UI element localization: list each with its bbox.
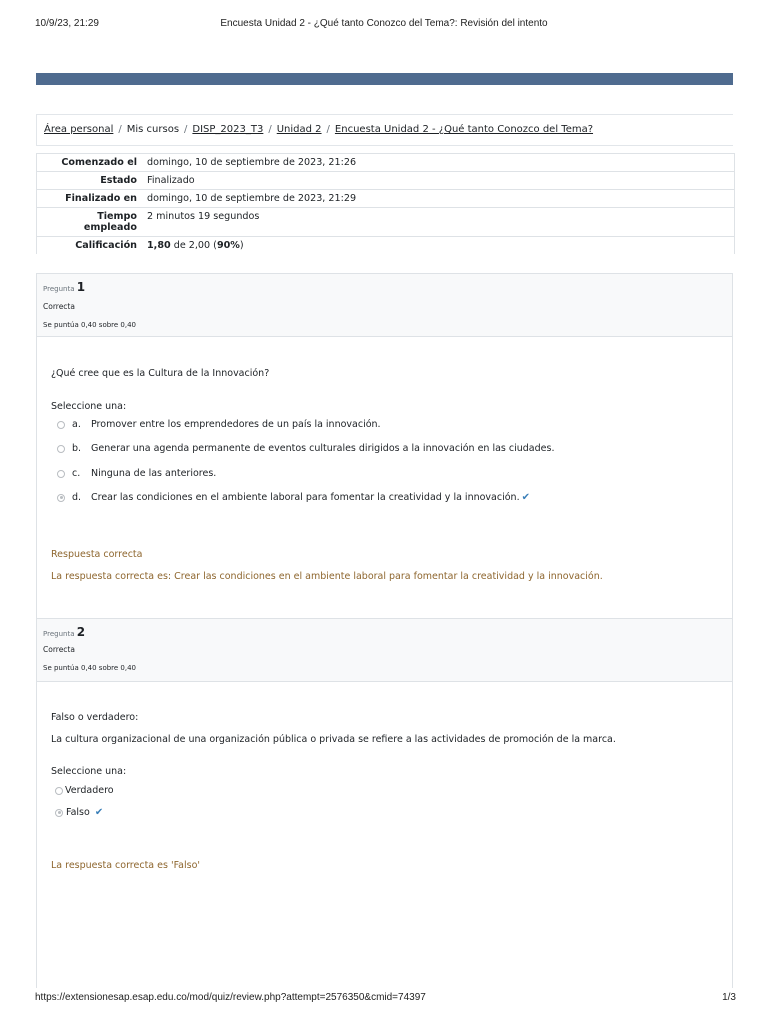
print-url: https://extensionesap.esap.edu.co/mod/quiz/review.php?attempt=2576350&cmid=74397 (35, 992, 426, 1003)
question-number (43, 280, 85, 294)
summary-label: Calificación (75, 240, 137, 251)
checkmark-icon: ✔ (521, 492, 530, 503)
breadcrumb-area-personal[interactable]: Área personal (44, 124, 114, 135)
answer-option-d[interactable] (57, 492, 530, 503)
option-letter: c. (72, 468, 81, 479)
summary-label: Tiempo empleado (83, 211, 137, 233)
breadcrumb-separator: / (326, 124, 330, 135)
feedback-correct-answer: La respuesta correcta es 'Falso' (51, 860, 200, 871)
answer-option-verdadero[interactable] (55, 785, 114, 796)
option-letter: b. (72, 443, 82, 454)
question-state: Correcta (43, 645, 75, 654)
print-page-number: 1/3 (722, 992, 736, 1003)
breadcrumb-separator: / (118, 124, 122, 135)
top-navbar (36, 73, 733, 85)
checkmark-icon: ✔ (94, 807, 104, 818)
question-label: Pregunta (43, 630, 75, 638)
summary-value: domingo, 10 de septiembre de 2023, 21:26 (147, 157, 357, 168)
breadcrumb-course[interactable]: DISP_2023_T3 (192, 124, 264, 135)
summary-row-started (37, 154, 734, 172)
breadcrumb-mis-cursos: Mis cursos (126, 124, 180, 135)
print-header (0, 12, 768, 36)
grade-of: de 2,00 ( (173, 240, 217, 251)
question-2-content (36, 682, 733, 988)
breadcrumb-separator: / (184, 124, 188, 135)
print-date: 10/9/23, 21:29 (35, 18, 99, 29)
feedback-correct-answer: La respuesta correcta es: Crear las condiciones en el ambiente laboral para fomentar la creatividad y la innovación. (51, 571, 603, 582)
breadcrumb-container (36, 114, 733, 146)
question-prompt: Seleccione una: (51, 766, 127, 777)
summary-value (143, 237, 734, 255)
summary-row-grade (37, 237, 734, 255)
breadcrumb-unit[interactable]: Unidad 2 (276, 124, 322, 135)
feedback-status: Respuesta correcta (51, 549, 143, 560)
answer-option-falso[interactable] (55, 807, 103, 818)
summary-label: Finalizado en (65, 193, 137, 204)
grade-close: ) (239, 240, 244, 251)
question-text: La cultura organizacional de una organización pública o privada se refiere a las actividades de promoción de la marca. (51, 734, 616, 745)
question-grade: Se puntúa 0,40 sobre 0,40 (43, 321, 137, 329)
question-state: Correcta (43, 302, 75, 311)
radio-button-selected[interactable] (55, 809, 63, 817)
question-text: ¿Qué cree que es la Cultura de la Innovación? (51, 368, 270, 379)
grade-score: 1,80 (147, 240, 171, 251)
summary-row-finished (37, 190, 734, 208)
attempt-summary (36, 153, 735, 254)
answer-option-c[interactable] (57, 468, 216, 479)
option-text: Promover entre los emprendedores de un país la innovación. (91, 419, 381, 430)
option-letter: a. (72, 419, 81, 430)
option-text: Crear las condiciones en el ambiente laboral para fomentar la creatividad y la innovación. (91, 492, 520, 503)
option-text: Falso (66, 807, 90, 818)
question-grade: Se puntúa 0,40 sobre 0,40 (43, 664, 137, 672)
question-1-content (36, 337, 733, 618)
summary-row-time (37, 208, 734, 237)
question-text-intro: Falso o verdadero: (51, 712, 139, 723)
print-footer (0, 988, 768, 1008)
question-prompt: Seleccione una: (51, 401, 127, 412)
summary-label: Comenzado el (61, 157, 137, 168)
summary-value: domingo, 10 de septiembre de 2023, 21:29 (147, 193, 357, 204)
option-letter: d. (72, 492, 82, 503)
question-number (43, 625, 85, 639)
option-text: Generar una agenda permanente de eventos culturales dirigidos a la innovación en las ciudades. (91, 443, 555, 454)
radio-button-selected[interactable] (57, 494, 65, 502)
option-text: Ninguna de las anteriores. (91, 468, 217, 479)
radio-button[interactable] (55, 787, 63, 795)
answer-option-b[interactable] (57, 443, 554, 454)
summary-row-state (37, 172, 734, 190)
question-1-info (36, 273, 733, 337)
summary-table (37, 154, 734, 254)
breadcrumb-quiz[interactable]: Encuesta Unidad 2 - ¿Qué tanto Conozco del Tema? (334, 124, 594, 135)
summary-value: 2 minutos 19 segundos (147, 211, 260, 222)
radio-button[interactable] (57, 421, 65, 429)
option-text: Verdadero (65, 785, 114, 796)
print-title: Encuesta Unidad 2 - ¿Qué tanto Conozco del Tema?: Revisión del intento (220, 18, 548, 29)
question-number-value: 1 (76, 280, 86, 294)
grade-percent: 90% (216, 240, 240, 251)
question-label: Pregunta (43, 285, 75, 293)
breadcrumb (44, 124, 593, 135)
radio-button[interactable] (57, 445, 65, 453)
question-number-value: 2 (76, 625, 86, 639)
answer-option-a[interactable] (57, 419, 381, 430)
question-2-info (36, 618, 733, 682)
summary-value: Finalizado (147, 175, 195, 186)
summary-label: Estado (100, 175, 137, 186)
radio-button[interactable] (57, 470, 65, 478)
breadcrumb-separator: / (268, 124, 272, 135)
